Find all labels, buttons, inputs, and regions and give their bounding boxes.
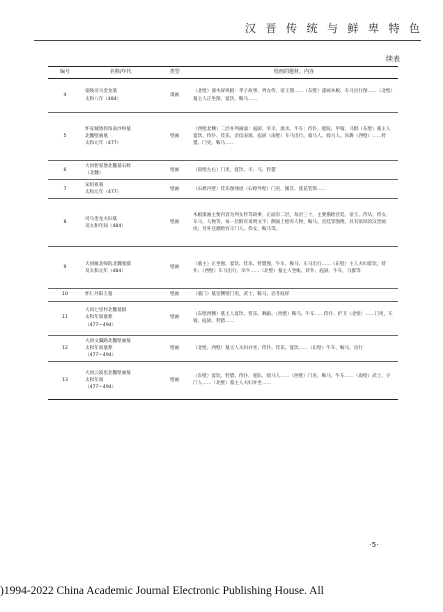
row-name: 司马金龙夫妇墓 及太和年间（484） bbox=[82, 199, 159, 247]
row-category: 壁画 bbox=[159, 113, 190, 161]
row-content: （西壁北侧）二层并列画面：庖厨、宰羊、汲水、牛车；侍仆、庭院、甲骑、马群（东壁）墓主人宴饮、侍仆、伎乐、杂技表演、庖厨（南壁）车马出行、骑马人、骑马人、乐舞（西壁）……狩猎、门吏、鞍马…… bbox=[190, 113, 398, 161]
row-content: （北壁、西壁）墓主人夫妇并坐、侍仆、伎乐、宴饮……（东壁）牛车、鞍马、出行 bbox=[190, 335, 398, 361]
row-content: （东壁西侧）墓主人宴饮、伎乐、舞蹈、（西壁）鞍马、牛车……侍仆、护卫（北壁）……门吏、车骑、庖厨、狩猎…… bbox=[190, 301, 398, 335]
row-number: 5 bbox=[48, 113, 82, 161]
header-name: 名称/年代 bbox=[82, 67, 159, 79]
row-name: 大同文瀛路北魏壁画墓 太和年间墓葬 （477—494） bbox=[82, 335, 159, 361]
header-no: 编号 bbox=[48, 67, 82, 79]
page-number: ·5· bbox=[369, 541, 379, 549]
table-header-row bbox=[48, 67, 398, 79]
table-body bbox=[48, 79, 398, 400]
row-category: 壁画 bbox=[159, 361, 190, 399]
row-number: 11 bbox=[48, 301, 82, 335]
header-content: 绘画的题材、内容 bbox=[190, 67, 398, 79]
row-category: 壁画 bbox=[159, 335, 190, 361]
row-name: 宋绍祖墓 太和元年（477） bbox=[82, 180, 159, 199]
header-category: 类型 bbox=[159, 67, 190, 79]
row-content: （南壁左右）门吏、宴饮、羊、马、狩猎 bbox=[190, 161, 398, 180]
row-content: （石椁内壁）伎乐图残迹（石椁外壁）门吏、铺首、莲花装饰…… bbox=[190, 180, 398, 199]
row-category: 壁画 bbox=[159, 199, 190, 247]
table-row bbox=[48, 361, 398, 399]
table-row bbox=[48, 180, 398, 199]
row-name: 大同雁北师院北魏墓群 及太和元年（484） bbox=[82, 247, 159, 289]
row-name: 姿陵司马金龙墓 太和八年（484） bbox=[82, 79, 159, 113]
row-name: 大同七里村北魏墓群 太和年间墓葬 （477—494） bbox=[82, 301, 159, 335]
row-name: 大同云波里北魏壁画墓 太和年间 （477—494） bbox=[82, 361, 159, 399]
row-category: 漆画 bbox=[159, 79, 190, 113]
row-content: 木板漆画主要内容为列女传等故事，正面有二层，每层三个，主要描绘宫廷、帝王、侍从、侍女、车马、人物等，每一层附有说明文字；侧面上绘有人物、鞍马、宫廷等图像，具有浓厚的汉晋画风；另外还描绘有守门人、侍女、鞍马等。 bbox=[190, 199, 398, 247]
table-row bbox=[48, 247, 398, 289]
table-row bbox=[48, 199, 398, 247]
row-category: 壁画 bbox=[159, 161, 190, 180]
row-number: 7 bbox=[48, 180, 82, 199]
row-number: 9 bbox=[48, 247, 82, 289]
row-number: 12 bbox=[48, 335, 82, 361]
row-category: 壁画 bbox=[159, 289, 190, 301]
table-row bbox=[48, 161, 398, 180]
continued-label: 续表 bbox=[386, 55, 400, 63]
copyright-footer: )1994-2022 China Academic Journal Electronic Publishing House. All bbox=[0, 585, 324, 597]
row-number: 13 bbox=[48, 361, 82, 399]
row-content: （北壁）漆木屏风板：孝子故事、列女传、帝王图……（东壁）漆画木板、车马出行图……（北壁）墓主人正坐图、宴饮、鞍马…… bbox=[190, 79, 398, 113]
running-head: 汉 晋 传 统 与 鲜 卑 特 色 bbox=[245, 22, 423, 35]
table-row bbox=[48, 301, 398, 335]
row-name: 怀安城墙拐角南沙岭墓 北魏壁画墓 太和元年（477） bbox=[82, 113, 159, 161]
header-rule bbox=[34, 40, 421, 41]
row-number: 4 bbox=[48, 79, 82, 113]
row-number: 10 bbox=[48, 289, 82, 301]
table-row bbox=[48, 289, 398, 301]
tomb-painting-table bbox=[48, 66, 398, 400]
row-number: 6 bbox=[48, 161, 82, 180]
row-content: （墓主）正坐图、宴饮、伎乐、狩猎图，牛车、鞍马、车马出行……（东壁）主人夫妇宴饮、侍仆；（西壁）车马出行、牵牛……（北壁）墓主人坐帐、侍仆、庖厨、牛车，马群等 bbox=[190, 247, 398, 289]
row-name: 怀仁丹阳王墓 bbox=[82, 289, 159, 301]
row-category: 壁画 bbox=[159, 301, 190, 335]
table-row bbox=[48, 113, 398, 161]
row-content: （东壁）宴饮、狩猎、侍仆、驼队、骑马人……（西壁）门吏、鞍马、牛车……（南壁）武士、守门人……（北壁）墓主人夫妇并坐…… bbox=[190, 361, 398, 399]
table-row bbox=[48, 335, 398, 361]
table-row bbox=[48, 79, 398, 113]
row-name: 大同智家堡北魏墓石椁 （北魏） bbox=[82, 161, 159, 180]
row-category: 壁画 bbox=[159, 180, 190, 199]
row-number: 8 bbox=[48, 199, 82, 247]
row-content: （墓门）墓室侧壁门吏、武士、鞍马、忍冬纹样 bbox=[190, 289, 398, 301]
row-category: 壁画 bbox=[159, 247, 190, 289]
